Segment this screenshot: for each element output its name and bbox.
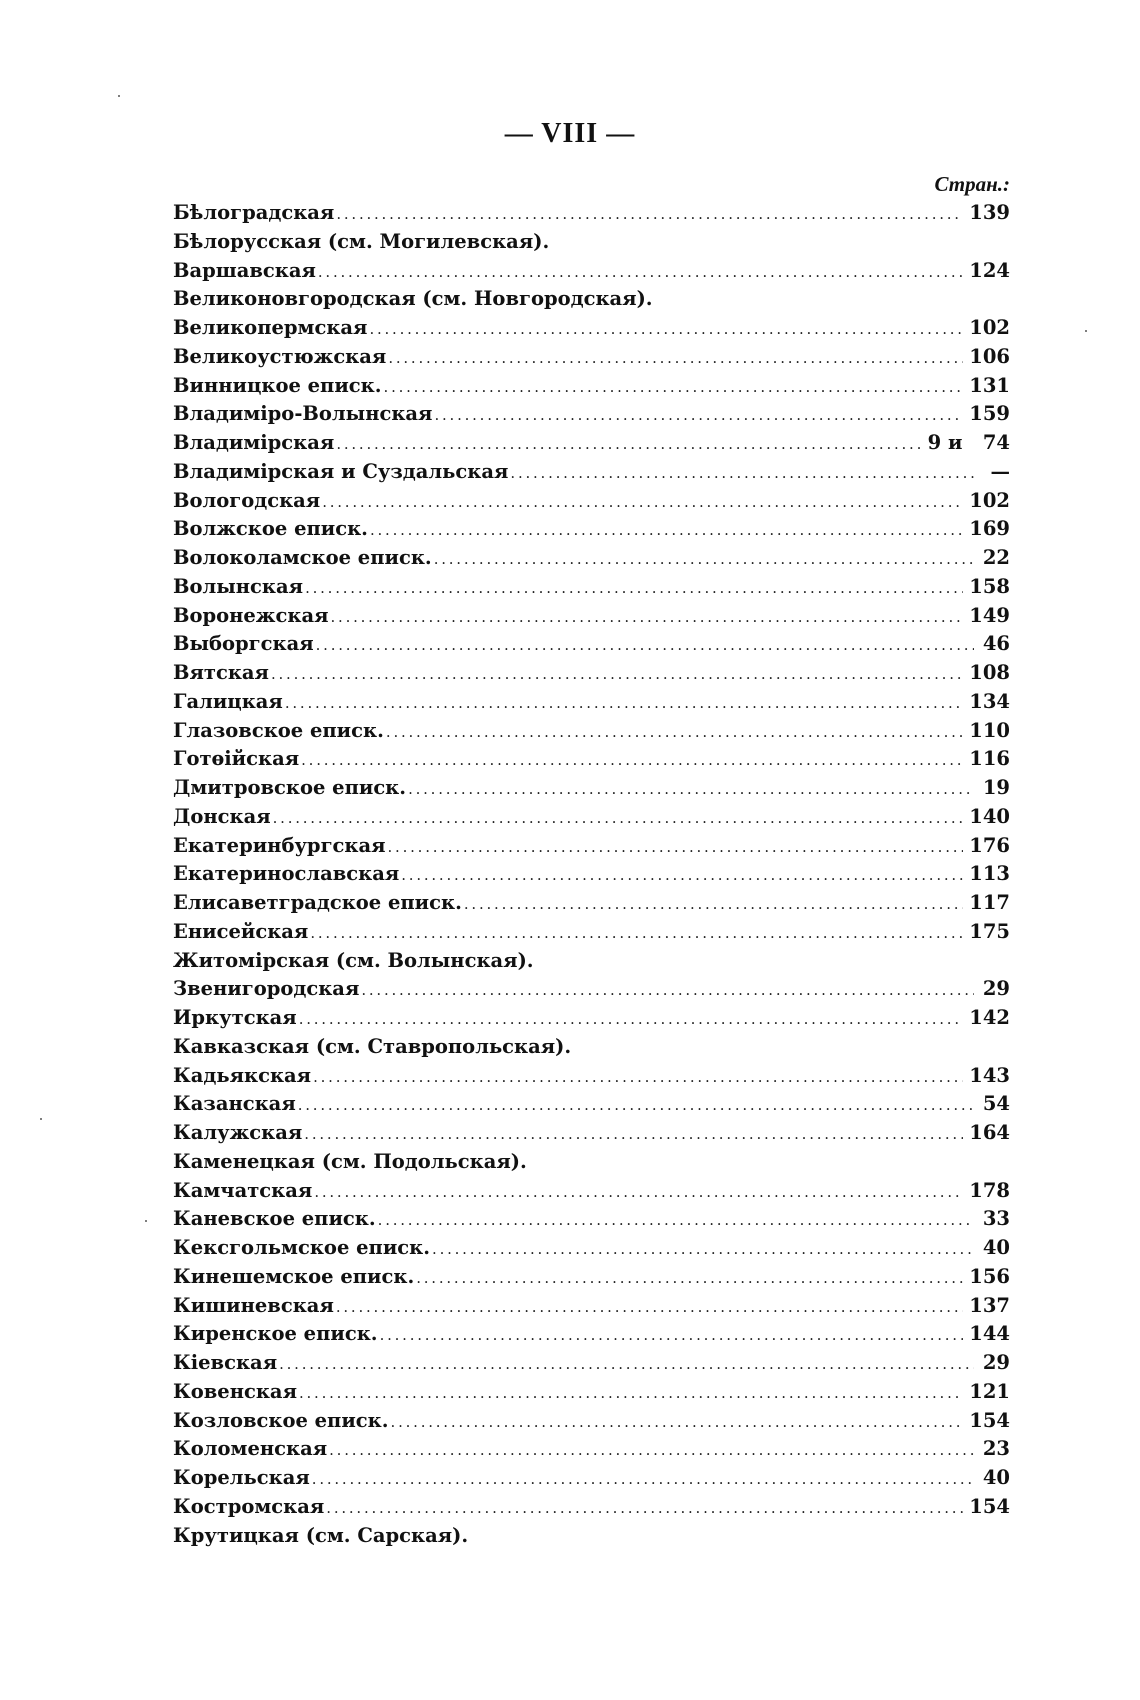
entry-name: Дмитровское еписк. <box>173 776 407 799</box>
index-entry <box>173 285 1010 314</box>
entry-page-number: 33 <box>982 1207 1010 1231</box>
entry-name: Кадьякская <box>173 1063 312 1087</box>
index-entry <box>173 774 1010 803</box>
index-entry <box>173 1349 1010 1378</box>
index-entry <box>173 860 1010 889</box>
dot-leader <box>271 660 963 689</box>
dot-leader <box>384 373 964 402</box>
entry-name: Екатеринбургская <box>173 833 386 857</box>
index-entry <box>173 1205 1010 1234</box>
index-entry <box>173 199 1010 228</box>
index-entry <box>173 1090 1010 1119</box>
dot-leader <box>322 488 963 517</box>
index-entry <box>173 1177 1010 1206</box>
entry-name: Владимірская и Суздальская <box>173 459 509 483</box>
index-entry <box>173 228 1010 257</box>
entry-page-number: 164 <box>969 1121 1010 1144</box>
dot-leader <box>314 1178 963 1207</box>
entry-name: Варшавская <box>173 258 316 282</box>
entry-page-number: 102 <box>969 316 1010 339</box>
index-entry <box>173 889 1010 918</box>
entry-page-number: 156 <box>969 1264 1010 1288</box>
entry-page-number: 46 <box>982 632 1010 656</box>
index-entry <box>173 1234 1010 1263</box>
index-entry <box>173 1004 1010 1033</box>
index-entry <box>173 1493 1010 1522</box>
entry-page-number: 140 <box>969 804 1010 828</box>
index-entry <box>173 602 1010 631</box>
dot-leader <box>434 401 963 430</box>
entry-page-number: 113 <box>969 862 1010 886</box>
index-entry <box>173 745 1010 774</box>
dot-leader <box>380 1321 964 1350</box>
dot-leader <box>336 200 963 229</box>
index-entry <box>173 544 1010 573</box>
dot-leader <box>310 919 963 948</box>
entry-page-number: 134 <box>969 689 1010 713</box>
dot-leader <box>391 1408 964 1437</box>
entry-name: Каневское еписк. <box>173 1207 376 1231</box>
dot-leader <box>305 574 963 603</box>
index-entry <box>173 659 1010 688</box>
entry-name: Великоновгородская (см. Новгородская). <box>173 287 653 311</box>
dot-leader <box>316 631 974 660</box>
entry-page-number: 137 <box>969 1293 1010 1317</box>
index-entry <box>173 1407 1010 1436</box>
entry-name: Звенигородская <box>173 977 360 1001</box>
entry-page-number: 169 <box>969 517 1010 541</box>
entry-page-number: 116 <box>969 747 1010 771</box>
index-entry <box>173 515 1010 544</box>
index-entry <box>173 1464 1010 1493</box>
dot-leader <box>386 718 963 747</box>
index-entry <box>173 832 1010 861</box>
index-entry <box>173 1263 1010 1292</box>
entry-name: Коломенская <box>173 1437 328 1461</box>
dot-leader <box>285 689 963 718</box>
dot-leader <box>298 1091 974 1120</box>
entry-page-number: 110 <box>969 718 1010 742</box>
dot-leader <box>279 1350 974 1379</box>
index-entry <box>173 257 1010 286</box>
dot-leader <box>510 459 974 488</box>
scan-speck <box>40 1118 42 1120</box>
dot-leader <box>312 1465 974 1494</box>
index-entry <box>173 573 1010 602</box>
entry-name: Готѳійская <box>173 747 300 771</box>
scan-speck <box>145 1220 147 1222</box>
dot-leader <box>336 1293 963 1322</box>
entry-name: Корельская <box>173 1466 310 1489</box>
index-entry <box>173 1320 1010 1349</box>
entry-name: Владимірская <box>173 431 335 454</box>
entry-page-number: 143 <box>969 1063 1010 1087</box>
dot-leader <box>401 861 963 890</box>
entry-name: Владиміро-Волынская <box>173 402 433 426</box>
entry-name: Калужская <box>173 1121 303 1144</box>
entry-page-number: 40 <box>982 1236 1010 1259</box>
entry-name: Выборгская <box>173 632 314 656</box>
index-entry <box>173 717 1010 746</box>
entry-page-number: 23 <box>982 1437 1010 1461</box>
entry-name: Казанская <box>173 1092 296 1116</box>
entry-name: Елисаветградское еписк. <box>173 891 462 914</box>
entry-name: Кексгольмское еписк. <box>173 1236 431 1259</box>
entry-page-number: — <box>990 459 1010 483</box>
index-entry <box>173 400 1010 429</box>
entry-page-number: 29 <box>982 1351 1010 1374</box>
page-column-header: Стран.: <box>934 172 1010 196</box>
entry-page-number: 131 <box>969 373 1010 397</box>
dot-leader <box>299 1005 964 1034</box>
dot-leader <box>432 1235 974 1264</box>
index-entry <box>173 1435 1010 1464</box>
entry-name: Крутицкая (см. Сарская). <box>173 1523 469 1547</box>
dot-leader <box>408 775 974 804</box>
entry-name: Киренское еписк. <box>173 1322 378 1346</box>
entry-page-number: 121 <box>969 1379 1010 1403</box>
entry-page-number: 176 <box>969 833 1010 857</box>
entry-name: Каменецкая (см. Подольская). <box>173 1149 527 1173</box>
index-entry <box>173 1522 1010 1551</box>
scan-speck <box>1085 330 1087 332</box>
index-entry <box>173 1119 1010 1148</box>
entry-page-number: 139 <box>969 201 1010 224</box>
diocese-index-list <box>173 199 1010 1550</box>
index-entry <box>173 1033 1010 1062</box>
entry-page-number: 9 и 74 <box>927 431 1010 454</box>
dot-leader <box>388 344 963 373</box>
dot-leader <box>299 1379 963 1408</box>
index-entry <box>173 918 1010 947</box>
entry-page-number: 142 <box>969 1006 1010 1029</box>
index-entry <box>173 343 1010 372</box>
entry-name: Донская <box>173 804 271 828</box>
entry-name: Волжское еписк. <box>173 517 368 541</box>
entry-page-number: 154 <box>969 1494 1010 1518</box>
entry-page-number: 175 <box>969 919 1010 943</box>
index-entry <box>173 458 1010 487</box>
dot-leader <box>388 833 964 862</box>
index-entry <box>173 803 1010 832</box>
dot-leader <box>273 804 964 833</box>
dot-leader <box>370 516 963 545</box>
dot-leader <box>329 1436 974 1465</box>
dot-leader <box>331 603 964 632</box>
dot-leader <box>378 1206 974 1235</box>
entry-name: Кишиневская <box>173 1293 334 1317</box>
entry-name: Кавказская (см. Ставропольская). <box>173 1034 572 1058</box>
dot-leader <box>416 1264 963 1293</box>
entry-page-number: 178 <box>969 1178 1010 1202</box>
entry-name: Волынская <box>173 574 304 598</box>
entry-page-number: 106 <box>969 344 1010 368</box>
entry-name: Екатеринославская <box>173 862 400 886</box>
entry-page-number: 19 <box>982 776 1010 799</box>
entry-page-number: 40 <box>982 1466 1010 1489</box>
dot-leader <box>361 976 974 1005</box>
index-entry <box>173 1292 1010 1321</box>
dot-leader <box>301 746 963 775</box>
entry-page-number: 144 <box>969 1322 1010 1346</box>
entry-page-number: 117 <box>969 891 1010 914</box>
dot-leader <box>326 1494 963 1523</box>
dot-leader <box>318 258 963 287</box>
dot-leader <box>336 430 921 459</box>
dot-leader <box>369 315 963 344</box>
entry-page-number: 158 <box>969 574 1010 598</box>
entry-name: Глазовское еписк. <box>173 718 384 742</box>
index-entry <box>173 1148 1010 1177</box>
entry-page-number: 29 <box>982 977 1010 1001</box>
entry-name: Галицкая <box>173 689 283 713</box>
entry-name: Великоустюжская <box>173 344 387 368</box>
entry-name: Бѣлоградская <box>173 201 335 224</box>
index-entry <box>173 1062 1010 1091</box>
page-number: — VIII — <box>504 118 636 149</box>
index-entry <box>173 429 1010 458</box>
entry-name: Ковенская <box>173 1379 297 1403</box>
entry-name: Кіевская <box>173 1351 278 1374</box>
index-entry <box>173 630 1010 659</box>
entry-name: Вологодская <box>173 488 321 512</box>
entry-page-number: 102 <box>969 488 1010 512</box>
entry-name: Козловское еписк. <box>173 1408 389 1432</box>
dot-leader <box>464 890 963 919</box>
entry-page-number: 108 <box>969 661 1010 684</box>
entry-page-number: 22 <box>982 546 1010 569</box>
entry-name: Бѣлорусская (см. Могилевская). <box>173 229 550 253</box>
index-entry <box>173 975 1010 1004</box>
entry-name: Воронежская <box>173 603 329 627</box>
entry-name: Винницкое еписк. <box>173 373 382 397</box>
entry-name: Великопермская <box>173 316 368 339</box>
index-entry <box>173 372 1010 401</box>
entry-name: Житомірская (см. Волынская). <box>173 948 534 972</box>
dot-leader <box>304 1120 963 1149</box>
index-entry <box>173 314 1010 343</box>
entry-page-number: 54 <box>982 1092 1010 1116</box>
index-entry <box>173 947 1010 976</box>
entry-name: Волоколамское еписк. <box>173 546 432 569</box>
index-entry <box>173 688 1010 717</box>
entry-page-number: 149 <box>969 603 1010 627</box>
entry-name: Иркутская <box>173 1006 297 1029</box>
entry-name: Костромская <box>173 1494 325 1518</box>
entry-name: Кинешемское еписк. <box>173 1264 415 1288</box>
dot-leader <box>313 1063 963 1092</box>
scan-speck <box>118 95 120 97</box>
index-entry <box>173 487 1010 516</box>
dot-leader <box>434 545 974 574</box>
entry-page-number: 154 <box>969 1408 1010 1432</box>
entry-name: Камчатская <box>173 1178 313 1202</box>
entry-page-number: 159 <box>969 402 1010 426</box>
entry-name: Вятская <box>173 661 269 684</box>
entry-name: Енисейская <box>173 919 309 943</box>
entry-page-number: 124 <box>969 258 1010 282</box>
index-entry <box>173 1378 1010 1407</box>
